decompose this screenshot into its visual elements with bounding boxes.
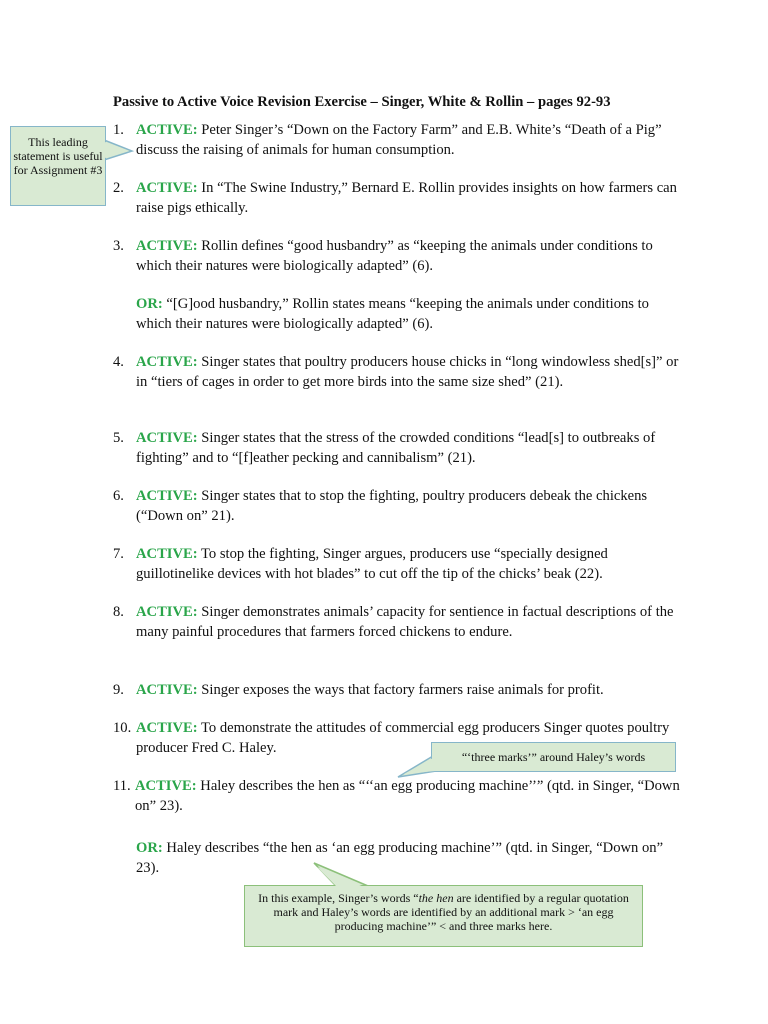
item-text: Singer states that the stress of the crowded conditions “lead[s] to outbreaks of fighting” and to “[f]eather pecking and cannibalism” (21). (136, 430, 656, 466)
item-number: 1. (113, 122, 124, 138)
list-item-11-or (113, 839, 688, 878)
callout-text-a: In this example, Singer’s words “ (258, 891, 419, 905)
list-item-1 (113, 121, 688, 160)
callout-example-explanation (244, 885, 643, 947)
item-number: 6. (113, 488, 124, 504)
or-label: OR: (136, 840, 163, 856)
active-label: ACTIVE: (136, 354, 198, 370)
list-item-9 (113, 681, 688, 701)
item-number: 3. (113, 238, 124, 254)
item-number: 9. (113, 682, 124, 698)
page-title: Passive to Active Voice Revision Exercise – Singer, White & Rollin – pages 92-93 (113, 94, 611, 110)
item-text: Singer exposes the ways that factory farmers raise animals for profit. (201, 682, 604, 698)
active-label: ACTIVE: (136, 180, 198, 196)
item-number: 5. (113, 430, 124, 446)
item-text: To demonstrate the attitudes of commercial egg producers Singer quotes poultry producer Fred C. Haley. (136, 720, 670, 756)
list-item-11 (113, 777, 688, 816)
list-item-5 (113, 429, 688, 468)
item-text: Peter Singer’s “Down on the Factory Farm” and E.B. White’s “Death of a Pig” discuss the raising of animals for human consumption. (136, 122, 662, 158)
item-text: Singer states that to stop the fighting, poultry producers debeak the chickens (“Down on” 21). (136, 488, 648, 524)
list-item-3 (113, 237, 688, 276)
item-text: Haley describes “the hen as ‘an egg producing machine’” (qtd. in Singer, “Down on” 23). (136, 840, 664, 876)
list-item-2 (113, 179, 688, 218)
active-label: ACTIVE: (136, 682, 198, 698)
list-item-3-or (113, 295, 688, 334)
list-item-6 (113, 487, 688, 526)
callout-text: This leading statement is useful for Assignment #3 (13, 135, 103, 177)
item-number: 4. (113, 354, 124, 370)
item-number: 10. (113, 720, 132, 736)
list-item-4 (113, 353, 688, 392)
item-number: 11. (113, 778, 131, 794)
callout-pointer-cover (0, 0, 1, 1)
item-number: 8. (113, 604, 124, 620)
item-text: Singer states that poultry producers house chicks in “long windowless shed[s]” or in “tiers of cages in order to get more birds into the same size shed” (21). (136, 354, 679, 390)
callout-three-marks (431, 742, 676, 772)
callout-leading-statement (10, 126, 106, 206)
active-label: ACTIVE: (136, 430, 198, 446)
item-text: To stop the fighting, Singer argues, producers use “specially designed guillotinelike devices with hot blades” to cut off the tip of the chicks’ beak (22). (136, 546, 608, 582)
item-text: Rollin defines “good husbandry” as “keeping the animals under conditions to which their natures were biologically adapted” (6). (136, 238, 653, 274)
item-text: In “The Swine Industry,” Bernard E. Rollin provides insights on how farmers can raise pigs ethically. (136, 180, 677, 216)
list-item-7 (113, 545, 688, 584)
active-label: ACTIVE: (136, 546, 198, 562)
callout-text: “‘three marks’” around Haley’s words (461, 750, 646, 764)
callout-text-emphasis: the hen (418, 891, 454, 905)
active-label: ACTIVE: (136, 720, 198, 736)
or-label: OR: (136, 296, 163, 312)
active-label: ACTIVE: (135, 778, 197, 794)
item-text: “[G]ood husbandry,” Rollin states means “keeping the animals under conditions to which their natures were biologically adapted” (6). (136, 296, 649, 332)
item-text: Haley describes the hen as “‘‘an egg producing machine’’” (qtd. in Singer, “Down on” 23). (135, 778, 680, 814)
list-item-8 (113, 603, 688, 642)
item-number: 2. (113, 180, 124, 196)
active-label: ACTIVE: (136, 604, 198, 620)
item-number: 7. (113, 546, 124, 562)
active-label: ACTIVE: (136, 238, 198, 254)
callout-text-b: are identified by a regular quotation mark and Haley’s words are identified by an additional mark > ‘an egg producing machine’” < and three marks here. (273, 891, 629, 933)
active-label: ACTIVE: (136, 122, 198, 138)
item-text: Singer demonstrates animals’ capacity for sentience in factual descriptions of the many painful procedures that farmers forced chickens to endure. (136, 604, 674, 640)
active-label: ACTIVE: (136, 488, 198, 504)
